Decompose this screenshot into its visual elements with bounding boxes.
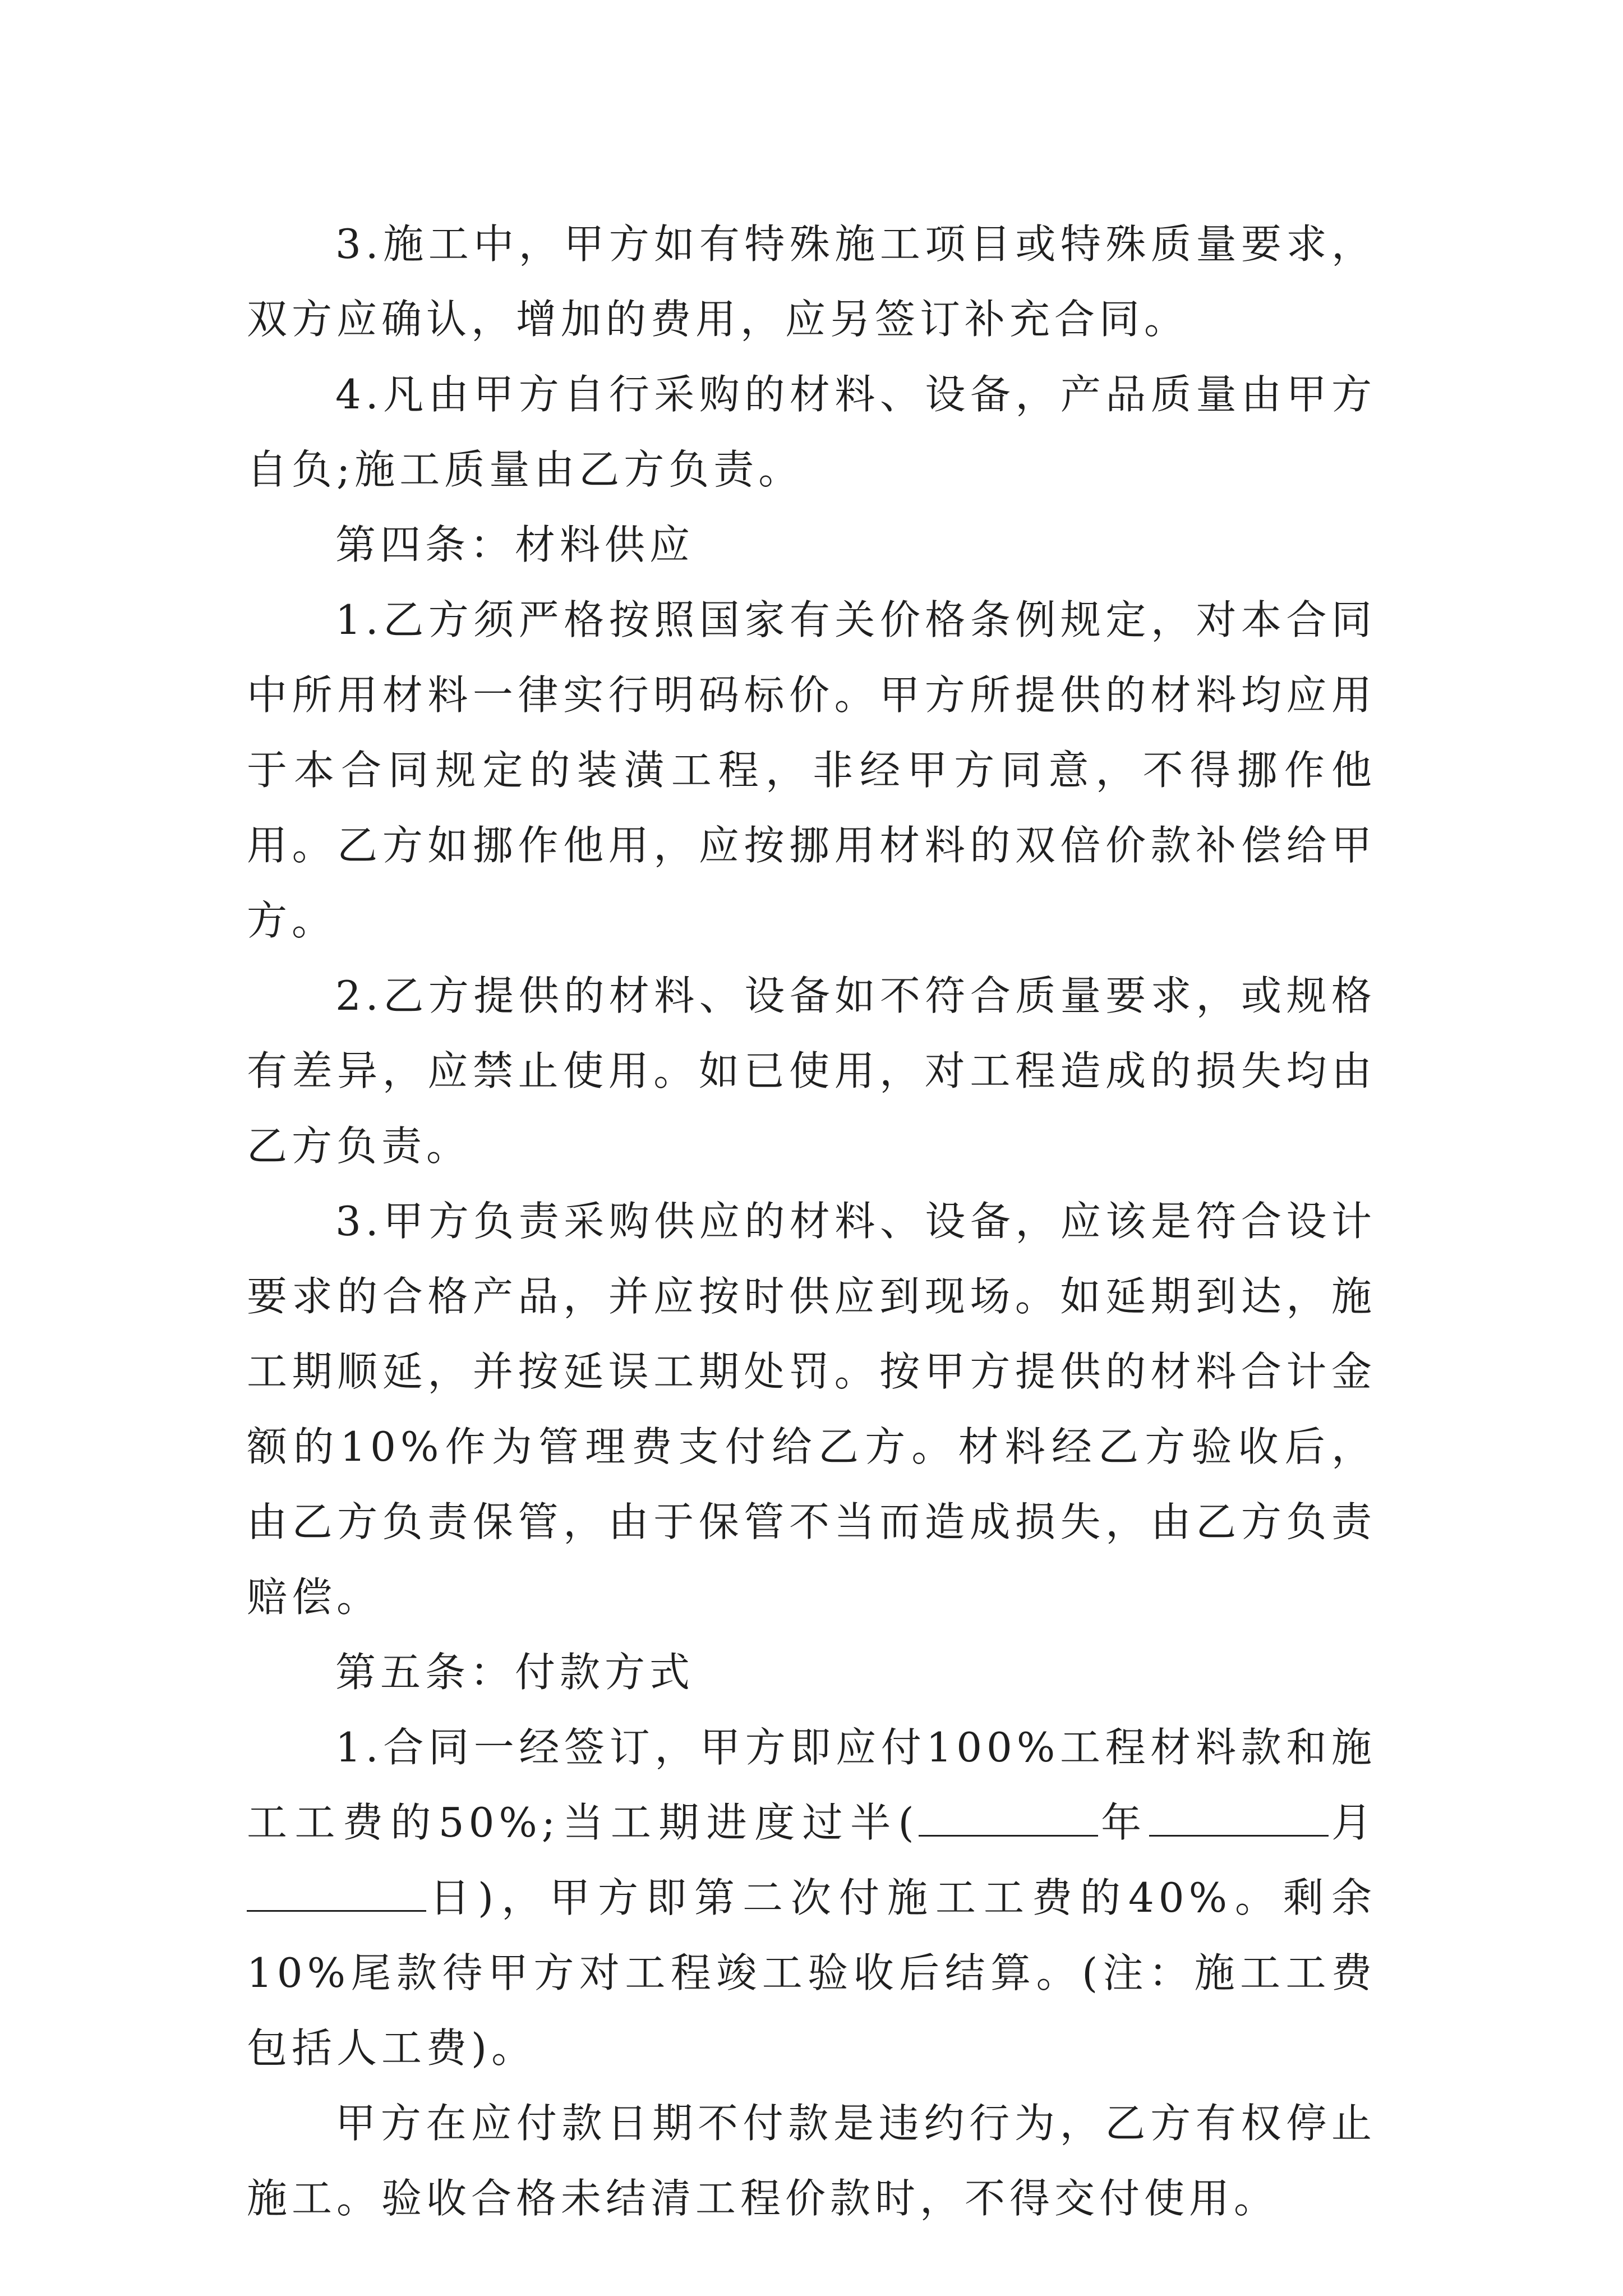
clause-4-3: 3.甲方负责采购供应的材料、设备，应该是符合设计要求的合格产品，并应按时供应到现场。如延期到达，施工期顺延，并按延误工期处罚。按甲方提供的材料合计金额的10%作为管理费支付给乙方。材料经乙方验收后，由乙方负责保管，由于保管不当而造成损失，由乙方负责赔偿。: [247, 1198, 1376, 1621]
clause-3-4: 4.凡由甲方自行采购的材料、设备，产品质量由甲方自负;施工质量由乙方负责。: [247, 371, 1376, 493]
clause-3-3: 3.施工中，甲方如有特殊施工项目或特殊质量要求，双方应确认，增加的费用，应另签订补充合同。: [247, 220, 1376, 343]
month-blank: [1149, 1799, 1329, 1837]
default-payment-para: 甲方在应付款日期不付款是违约行为，乙方有权停止施工。验收合格未结清工程价款时，不得交付使用。: [247, 2100, 1376, 2222]
month-label: 月: [1328, 1799, 1376, 1846]
clause-4-2: 2.乙方提供的材料、设备如不符合质量要求，或规格有差异，应禁止使用。如已使用，对工程造成的损失均由乙方负责。: [247, 972, 1376, 1170]
clause-5-1-part2: 日)，甲方即第二次付施工工费的40%。剩余10%尾款待甲方对工程竣工验收后结算。(注：施工工费包括人工费)。: [247, 1874, 1376, 2072]
clause-5-1-part1: 1.合同一经签订，甲方即应付100%工程材料款和施工工费的50%;当工期进度过半(: [247, 1724, 1376, 1846]
clause-4-1: 1.乙方须严格按照国家有关价格条例规定，对本合同中所用材料一律实行明码标价。甲方所提供的材料均应用于本合同规定的装潢工程，非经甲方同意，不得挪作他用。乙方如挪作他用，应按挪用材料的双倍价款补偿给甲方。: [247, 596, 1376, 944]
clause-5-1: [247, 1710, 1376, 2086]
article-5-heading: 第五条：付款方式: [335, 1649, 695, 1696]
year-blank: [919, 1799, 1098, 1837]
document-page: [247, 206, 1376, 2236]
day-blank: [247, 1874, 426, 1912]
year-label: 年: [1098, 1799, 1149, 1846]
article-4-heading: 第四条：材料供应: [335, 521, 695, 568]
